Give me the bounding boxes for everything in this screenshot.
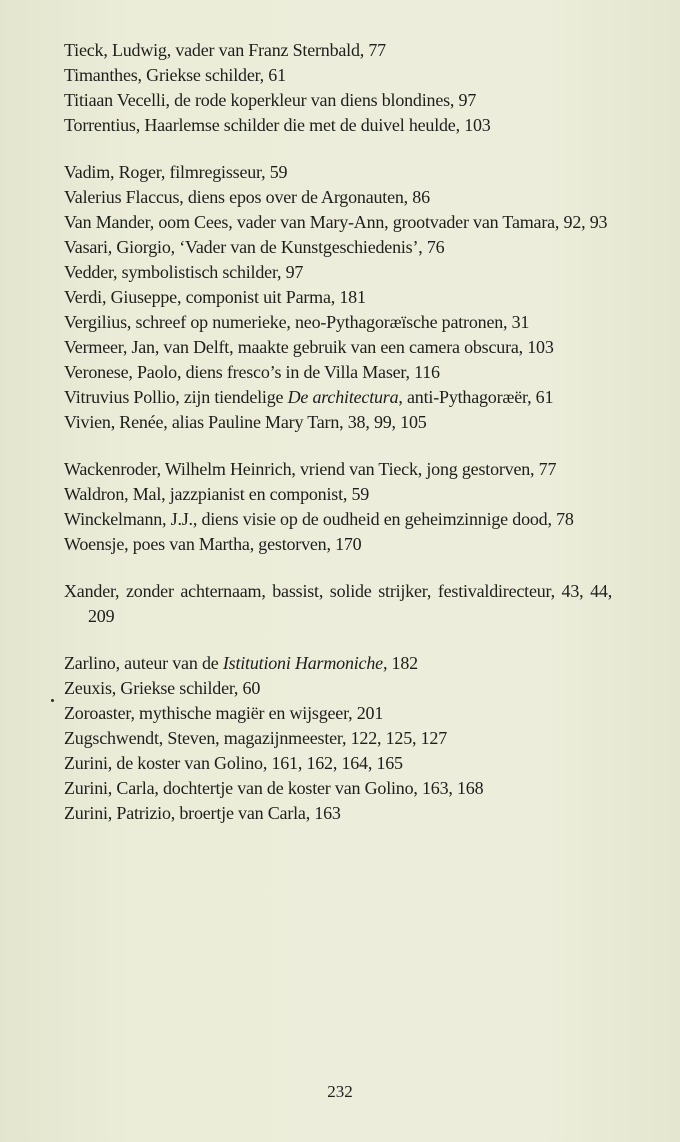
entry-text: Zarlino, auteur van de	[64, 653, 223, 673]
index-entry: Valerius Flaccus, diens epos over de Argonauten, 86	[64, 187, 430, 207]
index-entry: Zoroaster, mythische magiër en wijsgeer, 201	[64, 703, 384, 723]
index-entry: Van Mander, oom Cees, vader van Mary-Ann, grootvader van Tamara, 92, 93	[64, 212, 608, 232]
index-entry: Zeuxis, Griekse schilder, 60	[64, 678, 261, 698]
index-entry: Zurini, Carla, dochtertje van de koster van Golino, 163, 168	[64, 778, 484, 798]
index-entry: Timanthes, Griekse schilder, 61	[64, 65, 286, 85]
index-entry: Zurini, Patrizio, broertje van Carla, 163	[64, 803, 341, 823]
index-entry: Vadim, Roger, filmregisseur, 59	[64, 162, 288, 182]
index-entry	[64, 651, 612, 676]
index-entry: Xander, zonder achternaam, bassist, solide strijker, festivaldirecteur, 43, 44, 209	[64, 581, 612, 626]
index-group-x	[64, 579, 612, 629]
index-group-v	[64, 160, 612, 435]
index-entry: Waldron, Mal, jazzpianist en componist, 59	[64, 484, 370, 504]
index-entry: Vasari, Giorgio, ‘Vader van de Kunstgeschiedenis’, 76	[64, 237, 445, 257]
index-entry: Vergilius, schreef op numerieke, neo-Pythagoræïsche patronen, 31	[64, 312, 530, 332]
index-group-t	[64, 38, 612, 138]
index-list	[64, 38, 612, 826]
index-entry: Veronese, Paolo, diens fresco’s in de Villa Maser, 116	[64, 362, 440, 382]
index-group-z	[64, 651, 612, 826]
index-entry: Vedder, symbolistisch schilder, 97	[64, 262, 304, 282]
entry-text: , 182	[382, 653, 418, 673]
index-entry: Torrentius, Haarlemse schilder die met de duivel heulde, 103	[64, 115, 491, 135]
index-entry: Tieck, Ludwig, vader van Franz Sternbald, 77	[64, 40, 386, 60]
index-entry: Titiaan Vecelli, de rode koperkleur van diens blondines, 97	[64, 90, 477, 110]
index-entry: Woensje, poes van Martha, gestorven, 170	[64, 534, 362, 554]
index-entry: Winckelmann, J.J., diens visie op de oudheid en geheimzinnige dood, 78	[64, 509, 574, 529]
page-number: 232	[327, 1082, 353, 1101]
work-title: De architectura	[287, 387, 399, 407]
index-group-w	[64, 457, 612, 557]
stray-dot-mark	[51, 699, 54, 702]
index-entry: Vermeer, Jan, van Delft, maakte gebruik van een camera obscura, 103	[64, 337, 554, 357]
work-title: Istitutioni Harmoniche	[222, 653, 383, 673]
index-entry: Wackenroder, Wilhelm Heinrich, vriend van Tieck, jong gestorven, 77	[64, 459, 557, 479]
entry-text: , anti-Pythagoræër, 61	[398, 387, 554, 407]
entry-text: Vitruvius Pollio, zijn tiendelige	[64, 387, 288, 407]
index-entry	[64, 385, 612, 410]
index-entry: Zurini, de koster van Golino, 161, 162, 164, 165	[64, 753, 403, 773]
index-entry: Verdi, Giuseppe, componist uit Parma, 181	[64, 287, 366, 307]
index-entry: Vivien, Renée, alias Pauline Mary Tarn, 38, 99, 105	[64, 412, 427, 432]
index-entry: Zugschwendt, Steven, magazijnmeester, 122, 125, 127	[64, 728, 447, 748]
